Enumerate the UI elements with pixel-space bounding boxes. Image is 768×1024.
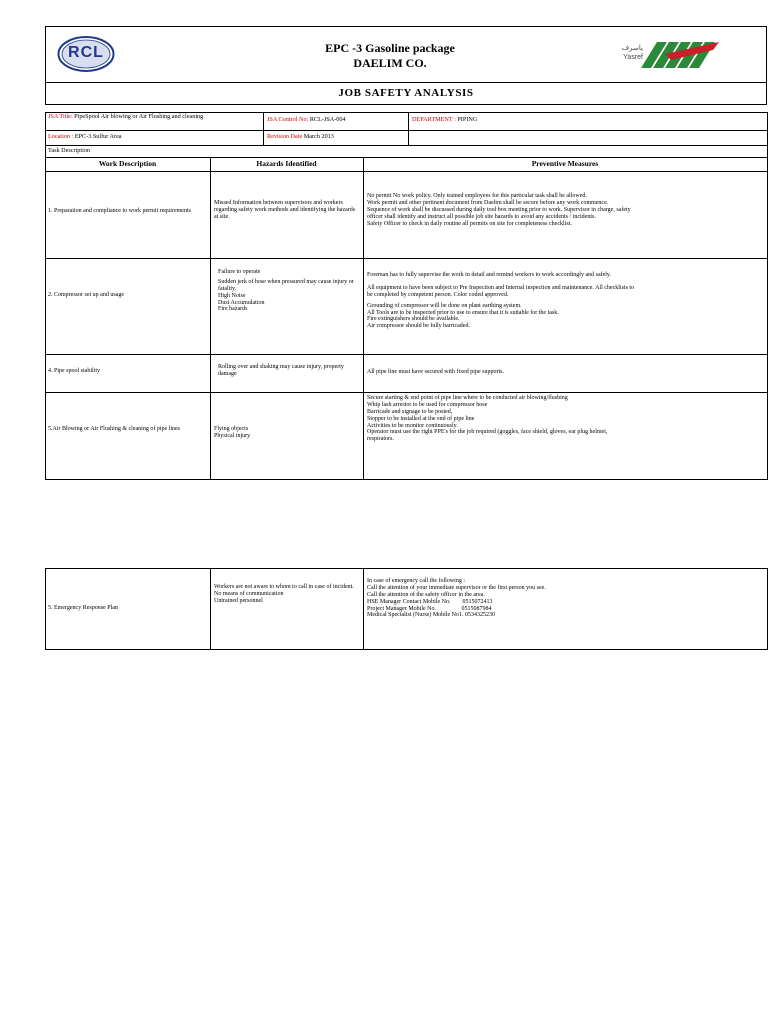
location-label: Location : — [48, 133, 74, 140]
row3-hazards — [218, 364, 360, 378]
location-value: EPC-3 Sulfur Area — [74, 133, 122, 140]
hazard-item: High Noise — [218, 292, 246, 299]
measure-item: All Tools are to be inspected prior to use to ensure that it is suitable for the task. — [367, 309, 559, 316]
measure-item: Air compressor should be fully barricaded. — [367, 323, 470, 330]
hazard-item: Sudden jerk of hose when pressured may cause injury or fatality. — [218, 278, 354, 292]
revision-value: March 2013 — [303, 133, 334, 140]
col-header-measures: Preventive Measures — [531, 159, 599, 168]
col-header-hazards: Hazards Identified — [256, 159, 317, 168]
row4-measures — [367, 395, 765, 443]
row-divider-3 — [45, 392, 768, 393]
hazard-item: Workers are not aware to whom to call in case of incident. — [214, 584, 354, 590]
row-divider-1 — [45, 258, 768, 259]
measure-item: Foreman has to fully supervise the work in detail and remind workers to work accordingly and safely. — [367, 272, 612, 278]
yasref-logo — [613, 38, 721, 72]
measure-item: Activities to be monitor continuously. — [367, 422, 458, 429]
rcl-logo-text: RCL — [68, 44, 104, 61]
measure-item: Grounding of compressor will be done on plant earthing system. — [367, 302, 522, 309]
hazard-item: Rolling over and shaking may cause injury, property damage — [218, 364, 344, 377]
jsa-control — [267, 116, 407, 123]
hazard-item: No means of communication — [214, 590, 284, 597]
emergency-col-divider-2 — [363, 568, 364, 650]
measure-item: officer shall identify and instruct all possible job site hazards to avoid any accidents / incidents. — [367, 213, 596, 220]
yasref-text: Yasref — [623, 54, 643, 61]
department-label: DEPARTMENT : — [412, 116, 456, 123]
info-col-divider-2 — [408, 112, 409, 145]
rcl-logo — [57, 35, 115, 73]
department-value: PIPING — [457, 116, 478, 123]
measure-item: Call the attention of the safety officer in the area. — [367, 591, 485, 598]
task-description: Task Description — [48, 147, 91, 154]
row2-measures — [367, 272, 765, 330]
location — [48, 133, 260, 140]
measure-item: HSE Manager Contact Mobile No. 0515072413 — [367, 598, 493, 605]
page-title: JOB SAFETY ANALYSIS — [338, 87, 474, 99]
measure-item: All equipment to have been subject to Pre Inspection and Internal inspection and maintenance. All checklists to — [367, 284, 635, 291]
jsa-control-label: JSA Control No: — [267, 116, 309, 123]
row1-hazards — [214, 200, 360, 221]
jsa-control-value: RCL-JSA-004 — [309, 116, 346, 123]
task-row-bottom — [45, 157, 768, 158]
measure-item: Barricade and signage to be posted, — [367, 408, 453, 415]
department — [412, 116, 612, 123]
measure-item: Whip lash arrestor to be used for compressor hose — [367, 401, 488, 408]
header-title-line1: EPC -3 Gasoline package — [325, 41, 455, 55]
measure-item: In case of emergency call the following : — [367, 578, 466, 584]
row3-work: 4. Pipe spool stability — [48, 368, 101, 374]
measure-item: Stopper to be installed at the end of pipe line — [367, 415, 475, 422]
jsa-title — [48, 113, 260, 120]
row1-measures — [367, 193, 765, 227]
hazard-item: Missed Information between supervisors and workers regarding safety work methods and identifying the hazards at site. — [214, 200, 356, 220]
jsa-title-label: JSA Title: — [48, 113, 73, 120]
header-title-line2: DAELIM CO. — [353, 56, 427, 70]
measure-item: Medical Specialist (Nurse) Mobile No1. 0534325230 — [367, 612, 495, 619]
measure-item: No permit No work policy. Only trained employees for this particular task shall be allowed. — [367, 193, 587, 199]
hazard-item: Fire hazards — [218, 306, 248, 313]
info-col-divider-1 — [263, 112, 264, 145]
info-bottom-border — [45, 145, 768, 146]
col-divider-1 — [210, 157, 211, 480]
hazard-item: Physical injury — [214, 432, 251, 439]
row-divider-4 — [45, 479, 768, 480]
measure-item: Secure starting & end point of pipe line where to be conducted air blowing/flushing — [367, 395, 568, 401]
revision-label: Revision Date — [267, 133, 303, 140]
row5-hazards — [214, 584, 360, 605]
yasref-arabic: ياسرف — [621, 44, 643, 52]
row2-hazards — [218, 269, 360, 313]
measure-item: respirators. — [367, 436, 394, 443]
row2-work: 2. Compressor set up and usage — [48, 292, 124, 298]
measure-item: be completed by competent person. Color coded approved. — [367, 291, 509, 298]
col-header-work: Work Description — [98, 159, 157, 168]
row1-work: 1. Preparation and compliance to work permit requirements — [48, 208, 191, 214]
revision — [267, 133, 407, 140]
row3-measures — [367, 369, 765, 376]
col-header-bottom — [45, 171, 768, 172]
measure-item: Safety Officer to check in daily routine all permits on site for completeness checklist. — [367, 220, 572, 227]
row5-measures — [367, 578, 765, 619]
measure-item: Work permit and other pertinent document from Daelim shall be secure before any work commence. — [367, 199, 609, 206]
measure-item: Sequence of work shall be discussed during daily tool box meeting prior to work. Supervisor in charge, safety — [367, 206, 631, 213]
info-table — [45, 112, 767, 609]
header-divider — [45, 82, 767, 83]
row-divider-2 — [45, 354, 768, 355]
hazard-item: Dust Accumulation — [218, 299, 265, 306]
measure-item: All pipe line must have secured with fixed pipe supports. — [367, 369, 504, 375]
hazard-item: Failure to operate — [218, 269, 261, 275]
hazard-item: Untrained personnel — [214, 597, 263, 604]
measure-item: Fire extinguishers should be available. — [367, 316, 460, 323]
info-row-divider — [45, 130, 768, 131]
emergency-col-divider-1 — [210, 568, 211, 650]
row5-work: 5. Emergency Response Plan — [48, 605, 118, 611]
jsa-title-value: PipeSpool Air blowing or Air Flushing and cleaning — [74, 113, 204, 120]
measure-item: Call the attention of your immediate supervisor or the first person you see. — [367, 584, 546, 591]
row4-work: 5.Air Blowing or Air Flushing & cleaning of pipe lines — [48, 426, 180, 432]
row4-hazards — [214, 426, 360, 440]
measure-item: Operator must use the right PPE's for the job required (goggles, face shield, gloves, ear plug helmet, — [367, 429, 608, 436]
col-divider-2 — [363, 157, 364, 480]
measure-item: Project Manager Mobile No. 0515087984 — [367, 605, 492, 612]
hazard-item: Flying objects — [214, 426, 249, 432]
